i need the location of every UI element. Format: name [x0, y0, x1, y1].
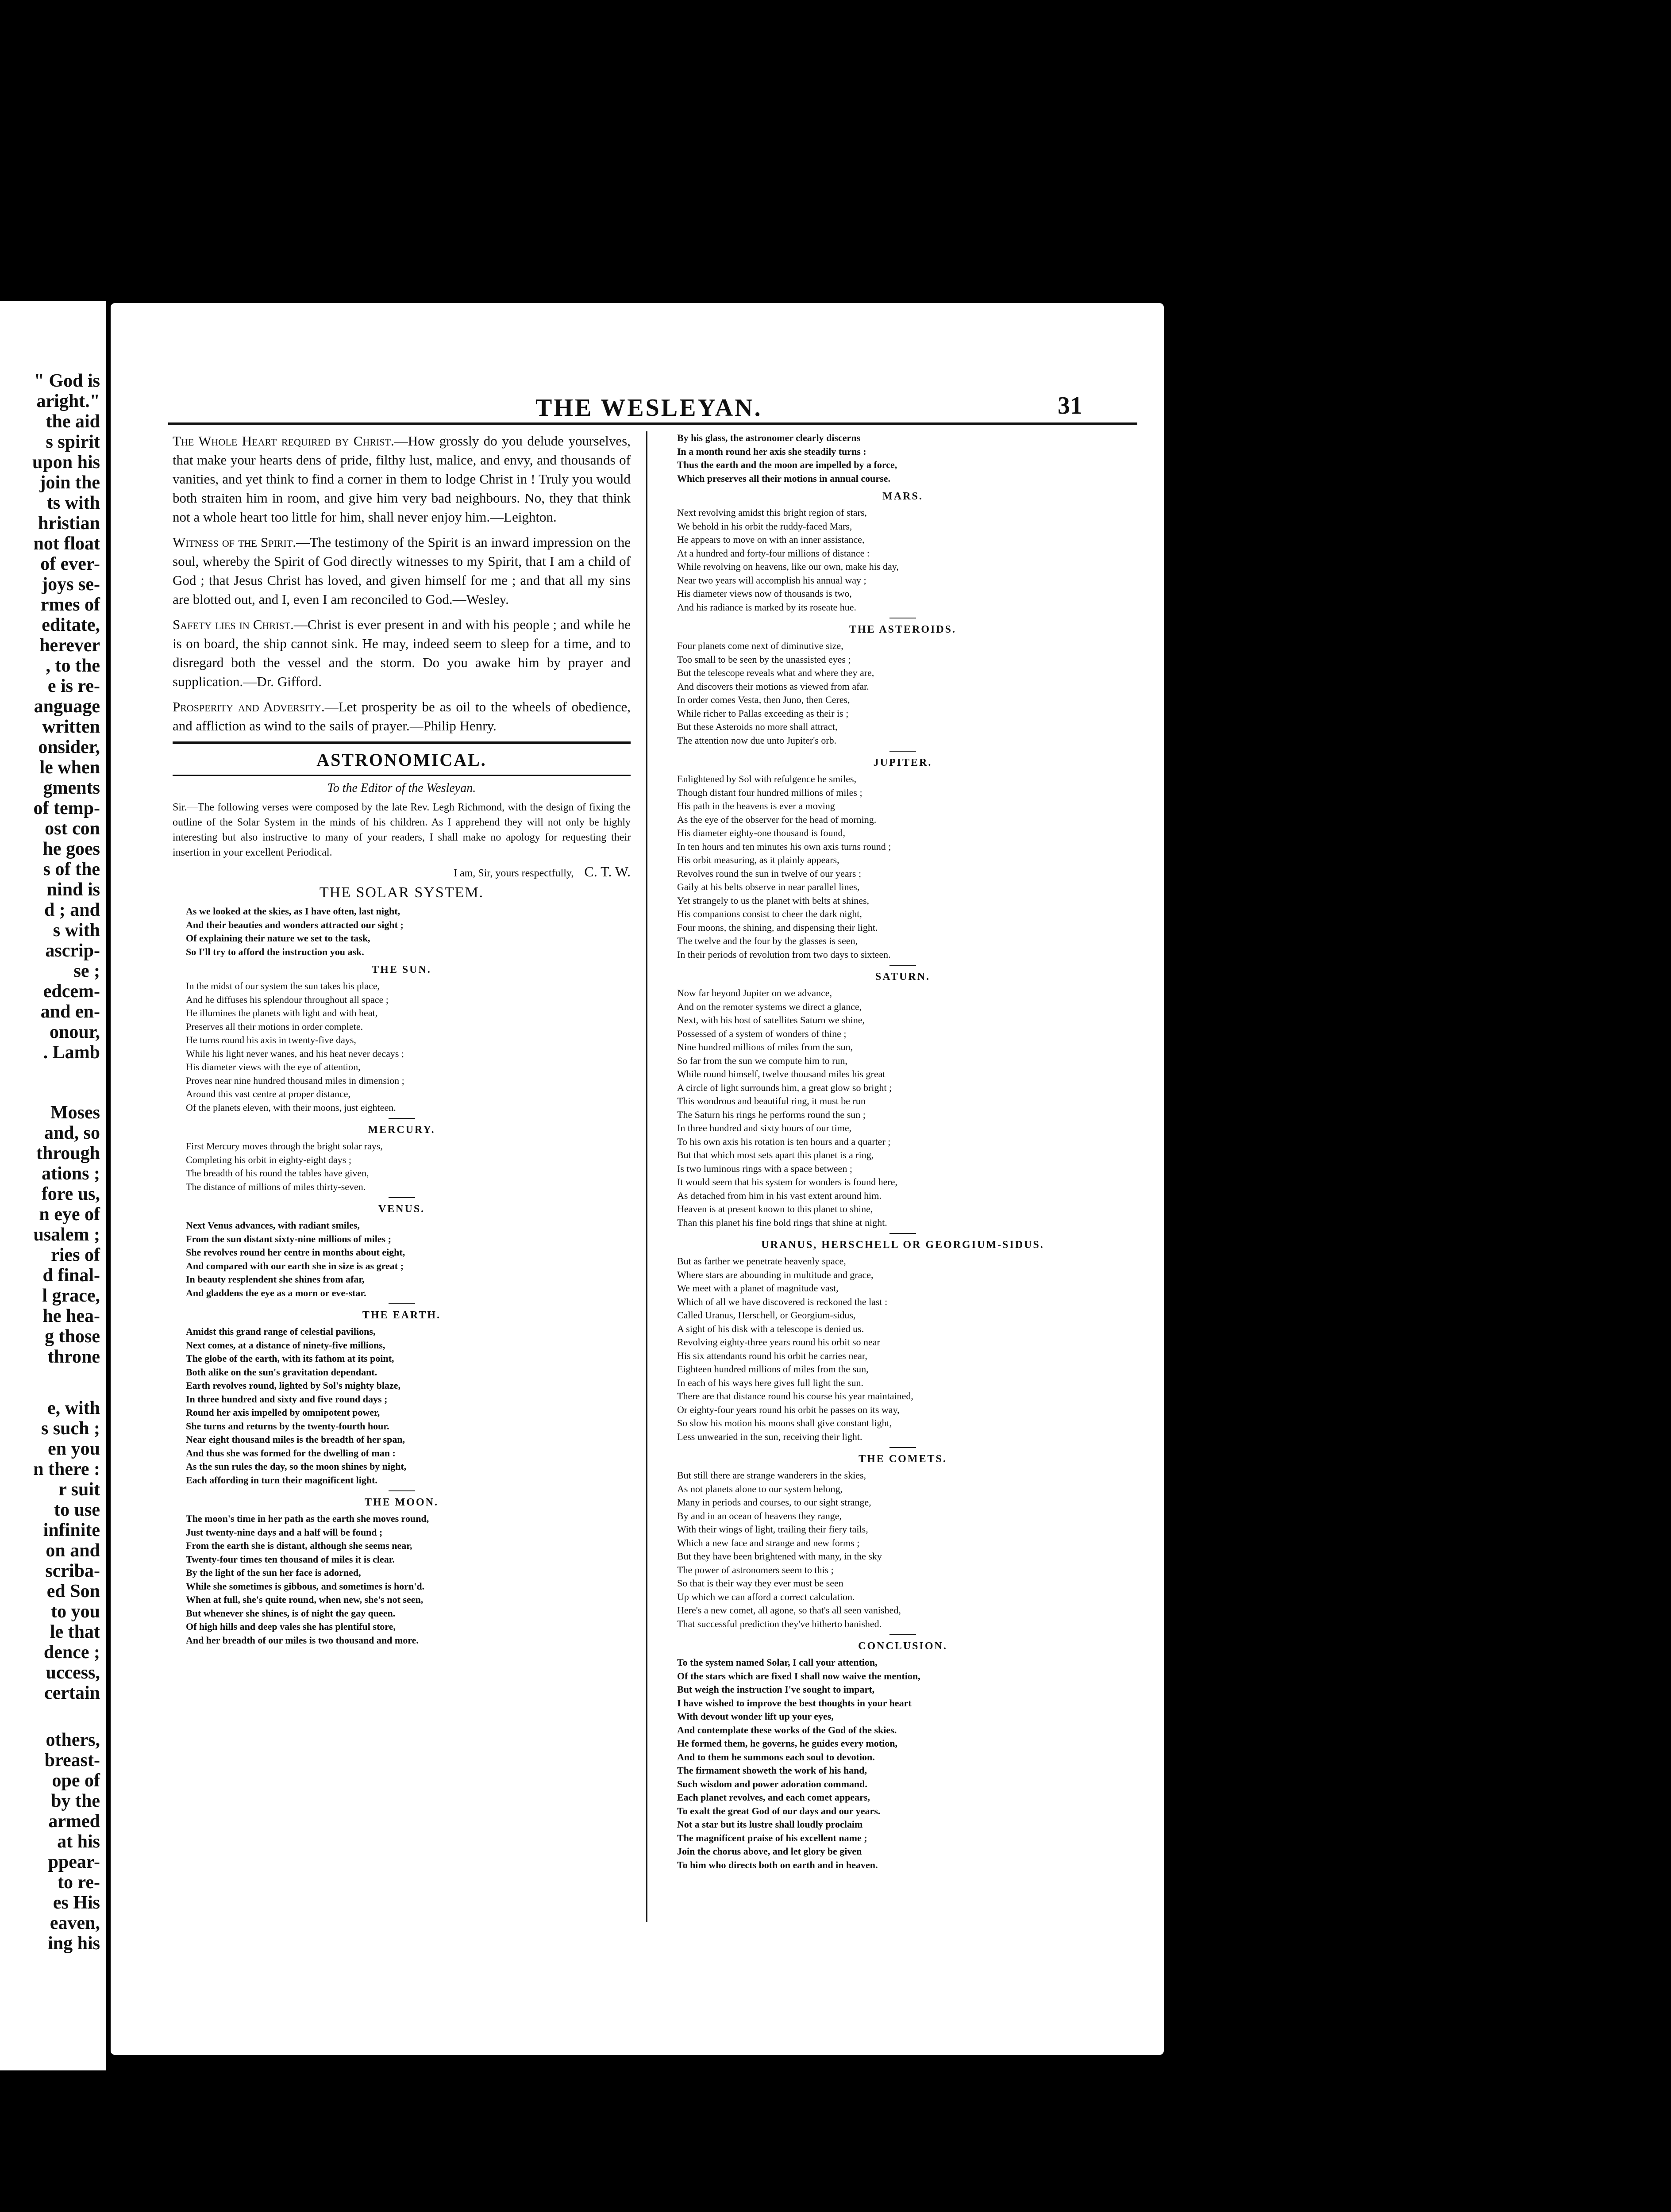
verse-line: Revolves round the sun in twelve of our years ;: [677, 868, 862, 879]
verse-line: In order comes Vesta, then Juno, then Ceres,: [677, 694, 850, 705]
verse-line: But whenever she shines, is of night the gay queen.: [186, 1607, 396, 1619]
verse-line: Here's a new comet, all agone, so that's all seen vanished,: [677, 1605, 901, 1616]
prev-page-line: e, with: [47, 1398, 100, 1418]
signature-initials: C. T. W.: [584, 864, 631, 879]
prev-page-line: not float: [33, 534, 100, 554]
verse-line: To his own axis his rotation is ten hours and a quarter ;: [677, 1136, 891, 1147]
verse-line: She turns and returns by the twenty-fourth hour.: [186, 1420, 389, 1432]
verse-line: But still there are strange wanderers in the skies,: [677, 1470, 866, 1481]
verse-line: Both alike on the sun's gravitation dependant.: [186, 1366, 377, 1378]
verse-line: Called Uranus, Herschell, or Georgium-sidus,: [677, 1310, 856, 1321]
verse-line: And he diffuses his splendour throughout all space ;: [186, 994, 389, 1005]
verse-section-title: THE ASTEROIDS.: [849, 624, 957, 635]
verse-line: To him who directs both on earth and in heaven.: [677, 1859, 878, 1870]
prev-page-line: aright.": [36, 391, 100, 411]
poem-title: THE SOLAR SYSTEM.: [319, 884, 484, 901]
verse-section-title: MARS.: [882, 491, 923, 502]
prev-page-line: to use: [54, 1500, 100, 1520]
prev-page-line: s with: [53, 920, 100, 941]
verse-line: And discovers their motions as viewed from afar.: [677, 680, 869, 692]
verse-section-title: THE EARTH.: [362, 1310, 441, 1321]
verse-line: In the midst of our system the sun takes his place,: [186, 980, 380, 991]
verse-line: Enlightened by Sol with refulgence he smiles,: [677, 773, 857, 784]
prev-page-line: others,: [46, 1730, 100, 1750]
verse-line: He illumines the planets with light and with heat,: [186, 1007, 378, 1018]
prev-page-line: of ever-: [40, 554, 100, 574]
verse-line: In beauty resplendent she shines from afar,: [186, 1274, 365, 1285]
verse-line: His companions consist to cheer the dark night,: [677, 908, 862, 919]
prev-page-line: s spirit: [46, 432, 100, 452]
verse-line: His diameter eighty-one thousand is found,: [677, 827, 846, 838]
prev-page-line: d ; and: [44, 900, 100, 920]
to-editor-line: To the Editor of the Wesleyan.: [327, 781, 476, 795]
prev-page-line: ts with: [46, 493, 100, 513]
verse-line: So far from the sun we compute him to run,: [677, 1055, 847, 1066]
section-rule-thin: [173, 775, 631, 776]
verse-line: Though distant four hundred millions of miles ;: [677, 787, 862, 798]
stanza-divider: [389, 1490, 415, 1491]
verse-line: Heaven is at present known to this planet to shine,: [677, 1203, 873, 1214]
verse-line: Possessed of a system of wonders of thine ;: [677, 1028, 847, 1039]
verse-line: But these Asteroids no more shall attract,: [677, 721, 838, 732]
verse-line: But as farther we penetrate heavenly space,: [677, 1256, 846, 1267]
masthead-title: THE WESLEYAN.: [535, 394, 762, 422]
prose-paragraph: [173, 615, 631, 691]
verse-line: Many in periods and courses, to our sight strange,: [677, 1497, 871, 1508]
prev-page-line: d final-: [42, 1265, 100, 1286]
prev-page-line: usalem ;: [33, 1225, 100, 1245]
prev-page-line: onour,: [49, 1022, 100, 1042]
prev-page-line: uccess,: [46, 1663, 100, 1683]
stanza-divider: [389, 1118, 415, 1119]
header-rule: [168, 422, 1137, 425]
prev-page-line: le that: [50, 1622, 100, 1642]
prev-page-line: to you: [51, 1601, 100, 1622]
verse-line: Each planet revolves, and each comet appears,: [677, 1792, 870, 1803]
verse-line: His diameter views now of thousands is two,: [677, 588, 852, 599]
verse-line: From the sun distant sixty-nine millions of miles ;: [186, 1233, 392, 1244]
verse-line: He appears to move on with an inner assistance,: [677, 534, 865, 545]
prev-page-line: armed: [48, 1811, 100, 1832]
prev-page-line: n there :: [33, 1459, 100, 1479]
verse-line: And compared with our earth she in size is as great ;: [186, 1260, 404, 1271]
verse-line: Next Venus advances, with radiant smiles,: [186, 1220, 360, 1231]
prev-page-line: ppear-: [48, 1852, 100, 1872]
paragraph-body: —Let prosperity be as oil to the wheels of obedience, and affliction as wind to the sails of prayer.—Philip Henry.: [173, 699, 631, 733]
verse-line: His diameter views with the eye of attention,: [186, 1061, 361, 1072]
paragraph-body: —The testimony of the Spirit is an inward impression on the soul, whereby the Spirit of God directly witnesses to my Spirit, that I am a child of God ; that Jesus Christ has loved, and given himself for me ; and that all my sins are blotted out, and I, even I am reconciled to God.—Wesley.: [173, 534, 631, 607]
prose-paragraph: [173, 533, 631, 609]
prev-page-line: infinite: [43, 1520, 100, 1540]
verse-line: Of the planets eleven, with their moons, just eighteen.: [186, 1102, 396, 1113]
prev-page-line: es His: [53, 1893, 100, 1913]
verse-line: The twelve and the four by the glasses is seen,: [677, 935, 858, 946]
verse-line: Just twenty-nine days and a half will be found ;: [186, 1526, 383, 1538]
verse-line: Preserves all their motions in order complete.: [186, 1021, 363, 1032]
sign-off-text: I am, Sir, yours respectfully,: [453, 868, 574, 879]
prev-page-line: . Lamb: [43, 1042, 100, 1063]
verse-line: It would seem that his system for wonders is found here,: [677, 1176, 897, 1187]
verse-line: So I'll try to afford the instruction you ask.: [186, 946, 364, 957]
verse-line: Four moons, the shining, and dispensing their light.: [677, 922, 878, 933]
verse-line: And his radiance is marked by its roseate hue.: [677, 601, 857, 613]
prose-paragraph: [173, 697, 631, 735]
verse-line: By and in an ocean of heavens they range,: [677, 1510, 842, 1521]
prev-page-line: eaven,: [50, 1913, 100, 1933]
prose-paragraphs: [173, 431, 631, 735]
prose-paragraph: [173, 431, 631, 526]
verse-line: While his light never wanes, and his heat never decays ;: [186, 1048, 404, 1059]
verse-line: While revolving on heavens, like our own, make his day,: [677, 561, 899, 572]
stanza-divider: [889, 965, 916, 966]
verse-line: When at full, she's quite round, when new, she's not seen,: [186, 1594, 424, 1605]
paragraph-lead: The Whole Heart required by Christ.: [173, 433, 394, 449]
verse-line: His orbit measuring, as it plainly appears,: [677, 854, 839, 865]
verse-line: Proves near nine hundred thousand miles in dimension ;: [186, 1075, 404, 1086]
prev-page-line: n eye of: [39, 1204, 100, 1225]
sign-off: [173, 864, 631, 880]
paragraph-lead: Safety lies in Christ.: [173, 617, 294, 632]
prev-page-line: herever: [39, 635, 100, 656]
verse-line: And their beauties and wonders attracted our sight ;: [186, 919, 404, 930]
verse-line: With their wings of light, trailing their fiery tails,: [677, 1524, 868, 1535]
prev-page-line: throne: [47, 1347, 100, 1367]
section-title: ASTRONOMICAL.: [316, 750, 487, 770]
verse-line: We meet with a planet of magnitude vast,: [677, 1283, 839, 1294]
prev-page-line: scriba-: [45, 1561, 100, 1581]
stanza-divider: [389, 1303, 415, 1304]
verse-line: There are that distance round his course his year maintained,: [677, 1390, 913, 1402]
prev-page-line: he goes: [42, 839, 100, 859]
verse-line: But that which most sets apart this planet is a ring,: [677, 1149, 874, 1160]
prev-page-line: gments: [43, 778, 100, 798]
verse-line: So that is their way they ever must be seen: [677, 1578, 843, 1589]
verse-line: Than this planet his fine bold rings that shine at night.: [677, 1217, 887, 1228]
verse-line: As we looked at the skies, as I have often, last night,: [186, 906, 400, 917]
prev-page-line: certain: [44, 1683, 100, 1703]
verse-line: But they have been brightened with many, in the sky: [677, 1551, 882, 1562]
verse-line: As the eye of the observer for the head of morning.: [677, 814, 877, 825]
right-column: [664, 431, 1142, 1922]
verse-line: Gaily at his belts observe in near parallel lines,: [677, 881, 860, 892]
verse-line: This wondrous and beautiful ring, it must be run: [677, 1095, 866, 1106]
verse-line: Of explaining their nature we set to the task,: [186, 933, 370, 944]
paragraph-body: —How grossly do you delude yourselves, that make your hearts dens of pride, filthy lust, malice, and envy, and thousands of vanities, and yet think to find a corner in them to lodge Christ in ! Truly you would both straiten him in room, and give him very bad neighbours. No, they that think not a whole heart too little for him, shall never enjoy him.—Leighton.: [173, 433, 631, 525]
prev-page-line: r suit: [58, 1479, 100, 1500]
prev-page-line: on and: [46, 1540, 100, 1561]
verse-line: In each of his ways here gives full light the sun.: [677, 1377, 863, 1388]
verse-line: The breadth of his round the tables have given,: [186, 1167, 369, 1179]
verse-line: A circle of light surrounds him, a great glow so bright ;: [677, 1082, 892, 1093]
verse-line: He formed them, he governs, he guides every motion,: [677, 1738, 897, 1749]
verse-line: But weigh the instruction I've sought to impart,: [677, 1684, 875, 1695]
prev-page-line: upon his: [32, 452, 100, 472]
verse-line: Thus the earth and the moon are impelled by a force,: [677, 459, 897, 470]
prev-page-line: Moses: [50, 1102, 100, 1123]
prev-page-line: ope of: [52, 1770, 100, 1791]
newspaper-page: [111, 303, 1164, 2055]
prev-page-line: ascrip-: [45, 941, 100, 961]
prev-page-line: fore us,: [41, 1184, 100, 1204]
verse-line: We behold in his orbit the ruddy-faced Mars,: [677, 520, 852, 532]
verse-line: Round her axis impelled by omnipotent power,: [186, 1407, 380, 1418]
previous-page-fragment: [0, 301, 106, 2070]
verse-line: The firmament showeth the work of his hand,: [677, 1765, 867, 1776]
editor-letter: Sir.—The following verses were composed by the late Rev. Legh Richmond, with the design of fixing the outline of the Solar System in the minds of his children. As I apprehend they will not only be highly interesting but also instructive to many of your readers, I shall make no apology for requesting their insertion in your excellent Periodical.: [173, 802, 631, 858]
prev-page-line: ations ;: [42, 1164, 100, 1184]
verse-line: In their periods of revolution from two days to sixteen.: [677, 949, 891, 960]
verse-line: But the telescope reveals what and where they are,: [677, 667, 874, 678]
poem-sections-left: [173, 964, 631, 1647]
prev-page-line: onsider,: [38, 737, 100, 757]
prev-page-line: " God is: [34, 371, 100, 391]
poem-intro: [173, 905, 631, 959]
verse-line: Amidst this grand range of celestial pavilions,: [186, 1326, 376, 1337]
prev-page-line: e is re-: [47, 676, 100, 696]
prev-page-line: by the: [51, 1791, 100, 1811]
prev-page-line: s such ;: [41, 1418, 100, 1439]
verse-line: And on the remoter systems we direct a glance,: [677, 1001, 862, 1012]
verse-line: Next, with his host of satellites Saturn we shine,: [677, 1014, 865, 1025]
prev-page-line: he hea-: [42, 1306, 100, 1326]
verse-line: Eighteen hundred millions of miles from the sun,: [677, 1363, 869, 1375]
prev-page-line: to re-: [58, 1872, 100, 1893]
verse-line: She revolves round her centre in months about eight,: [186, 1247, 405, 1258]
verse-line: Is two luminous rings with a space between ;: [677, 1163, 852, 1174]
verse-line: His path in the heavens is ever a moving: [677, 800, 835, 811]
prev-page-line: rmes of: [40, 595, 100, 615]
prev-page-line: s of the: [43, 859, 100, 879]
verse-line: Yet strangely to us the planet with belts at shines,: [677, 895, 870, 906]
verse-line: Join the chorus above, and let glory be given: [677, 1846, 862, 1857]
verse-line: Of the stars which are fixed I shall now waive the mention,: [677, 1670, 920, 1682]
verse-line: The magnificent praise of his excellent name ;: [677, 1832, 867, 1843]
verse-line: To exalt the great God of our days and our years.: [677, 1805, 881, 1816]
prev-page-line: g those: [45, 1326, 100, 1347]
verse-section-title: THE MOON.: [364, 1497, 439, 1508]
verse-line: And thus she was formed for the dwelling of man :: [186, 1447, 396, 1459]
verse-line: Twenty-four times ten thousand of miles it is clear.: [186, 1553, 395, 1565]
prev-page-line: le when: [39, 757, 100, 778]
verse-line: Of high hills and deep vales she has plentiful store,: [186, 1621, 396, 1632]
verse-line: And contemplate these works of the God of the skies.: [677, 1724, 897, 1736]
stanza-divider: [889, 1634, 916, 1635]
verse-line: Near two years will accomplish his annual way ;: [677, 574, 866, 586]
verse-section-title: THE COMETS.: [859, 1453, 947, 1465]
column-divider: [646, 431, 647, 1922]
prev-page-line: dence ;: [43, 1642, 100, 1663]
verse-line: As not planets alone to our system belong,: [677, 1483, 843, 1494]
verse-line: The attention now due unto Jupiter's orb.: [677, 734, 837, 746]
verse-line: Next revolving amidst this bright region of stars,: [677, 507, 867, 518]
verse-line: I have wished to improve the best thoughts in your heart: [677, 1697, 912, 1709]
verse-section-title: THE SUN.: [372, 964, 431, 975]
page-number: 31: [1058, 392, 1082, 419]
verse-line: The distance of millions of miles thirty-seven.: [186, 1181, 366, 1192]
verse-line: Not a star but its lustre shall loudly proclaim: [677, 1819, 863, 1830]
prev-page-line: se ;: [73, 961, 100, 981]
prev-page-line: of temp-: [33, 798, 100, 818]
verse-section-title: SATURN.: [875, 971, 930, 983]
verse-line: Next comes, at a distance of ninety-five millions,: [186, 1339, 385, 1351]
prev-page-line: breast-: [44, 1750, 100, 1770]
verse-line: From the earth she is distant, although she seems near,: [186, 1540, 412, 1551]
prev-page-line: ries of: [51, 1245, 100, 1265]
verse-line: Which of all we have discovered is reckoned the last :: [677, 1296, 888, 1307]
paragraph-lead: Witness of the Spirit.: [173, 534, 296, 550]
prev-page-line: join the: [39, 472, 100, 493]
verse-line: His six attendants round his orbit he carries near,: [677, 1350, 867, 1361]
verse-line: Earth revolves round, lighted by Sol's mighty blaze,: [186, 1380, 401, 1391]
verse-line: Nine hundred millions of miles from the sun,: [677, 1041, 853, 1052]
prev-page-line: l grace,: [42, 1286, 100, 1306]
verse-line: Or eighty-four years round his orbit he passes on its way,: [677, 1404, 900, 1415]
verse-line: And to them he summons each soul to devotion.: [677, 1751, 875, 1763]
verse-line: Around this vast centre at proper distance,: [186, 1088, 351, 1099]
prev-page-line: and, so: [44, 1123, 100, 1143]
prev-page-line: through: [36, 1143, 100, 1164]
verse-section-title: VENUS.: [378, 1203, 425, 1215]
verse-line: So slow his motion his moons shall give constant light,: [677, 1417, 892, 1429]
poem-continued-intro: [664, 431, 1142, 485]
verse-section-title: JUPITER.: [873, 757, 932, 768]
prev-page-line: nind is: [46, 879, 100, 900]
poem-sections-right: [664, 491, 1142, 1872]
verse-line: Less unwearied in the sun, receiving their light.: [677, 1431, 862, 1442]
prev-page-line: and en-: [40, 1002, 100, 1022]
verse-line: By the light of the sun her face is adorned,: [186, 1567, 361, 1578]
verse-line: The moon's time in her path as the earth she moves round,: [186, 1513, 429, 1524]
paragraph-lead: Prosperity and Adversity.: [173, 699, 325, 714]
prev-page-line: , to the: [46, 656, 100, 676]
verse-line: Up which we can afford a correct calculation.: [677, 1591, 855, 1602]
verse-section-title: MERCURY.: [368, 1124, 435, 1136]
verse-line: Where stars are abounding in multitude and grace,: [677, 1269, 874, 1280]
stanza-divider: [889, 751, 916, 752]
verse-line: And gladdens the eye as a morn or eve-star.: [186, 1287, 366, 1298]
stanza-divider: [889, 1447, 916, 1448]
verse-line: The Saturn his rings he performs round the sun ;: [677, 1109, 866, 1120]
prev-page-line: written: [42, 717, 100, 737]
verse-line: At a hundred and forty-four millions of distance :: [677, 547, 870, 559]
verse-line: With devout wonder lift up your eyes,: [677, 1711, 834, 1722]
verse-line: In three hundred and sixty hours of our time,: [677, 1122, 852, 1133]
verse-line: In ten hours and ten minutes his own axis turns round ;: [677, 841, 891, 852]
verse-section-title: URANUS, HERSCHELL OR GEORGIUM-SIDUS.: [761, 1239, 1044, 1251]
stanza-divider: [389, 1197, 415, 1198]
verse-line: Near eight thousand miles is the breadth of her span,: [186, 1434, 405, 1445]
verse-line: In three hundred and sixty and five round days ;: [186, 1393, 388, 1405]
prev-page-line: editate,: [42, 615, 100, 635]
prev-page-line: en you: [48, 1439, 100, 1459]
verse-section-title: CONCLUSION.: [858, 1640, 947, 1652]
verse-line: The power of astronomers seem to this ;: [677, 1564, 834, 1575]
paragraph-body: —Christ is ever present in and with his people ; and while he is on board, the ship cannot sink. He may, indeed seem to sleep for a time, and to disregard both the vessel and the storm. Do you awake him by prayer and supplication.—Dr. Gifford.: [173, 617, 631, 689]
verse-line: First Mercury moves through the bright solar rays,: [186, 1141, 383, 1152]
verse-line: Revolving eighty-three years round his orbit so near: [677, 1336, 880, 1348]
verse-line: As detached from him in his vast extent around him.: [677, 1190, 882, 1201]
left-column: [173, 431, 631, 1922]
verse-line: Each affording in turn their magnificent light.: [186, 1474, 377, 1486]
prev-page-line: anguage: [34, 696, 100, 717]
verse-line: Such wisdom and power adoration command.: [677, 1778, 867, 1790]
prev-page-line: ing his: [48, 1933, 100, 1954]
verse-line: To the system named Solar, I call your attention,: [677, 1657, 878, 1668]
verse-line: By his glass, the astronomer clearly discerns: [677, 432, 861, 443]
prev-page-line: at his: [57, 1832, 100, 1852]
verse-line: Too small to be seen by the unassisted eyes ;: [677, 653, 851, 665]
prev-page-line: ed Son: [46, 1581, 100, 1601]
verse-line: Completing his orbit in eighty-eight days ;: [186, 1154, 351, 1165]
prev-page-line: the aid: [46, 411, 100, 432]
verse-line: While round himself, twelve thousand miles his great: [677, 1068, 886, 1079]
verse-line: Which preserves all their motions in annual course.: [677, 472, 890, 484]
verse-line: While she sometimes is gibbous, and sometimes is horn'd.: [186, 1580, 425, 1592]
verse-line: The globe of the earth, with its fathom at its point,: [186, 1353, 394, 1364]
prev-page-line: edcem-: [43, 981, 100, 1002]
verse-line: Now far beyond Jupiter on we advance,: [677, 987, 832, 998]
stanza-divider: [889, 1233, 916, 1234]
prev-page-line: ost con: [45, 818, 100, 839]
section-rule: [173, 741, 631, 744]
prev-page-line: hristian: [38, 513, 100, 534]
verse-line: While richer to Pallas exceeding as their is ;: [677, 707, 849, 719]
verse-line: As the sun rules the day, so the moon shines by night,: [186, 1461, 407, 1472]
verse-line: In a month round her axis she steadily turns :: [677, 445, 866, 457]
verse-line: And her breadth of our miles is two thousand and more.: [186, 1634, 419, 1646]
verse-line: Four planets come next of diminutive size,: [677, 640, 843, 651]
verse-line: He turns round his axis in twenty-five days,: [186, 1034, 356, 1045]
verse-line: Which a new face and strange and new forms ;: [677, 1537, 860, 1548]
verse-line: That successful prediction they've hitherto banished.: [677, 1618, 882, 1629]
prev-page-line: joys se-: [42, 574, 100, 595]
verse-line: A sight of his disk with a telescope is denied us.: [677, 1323, 864, 1334]
